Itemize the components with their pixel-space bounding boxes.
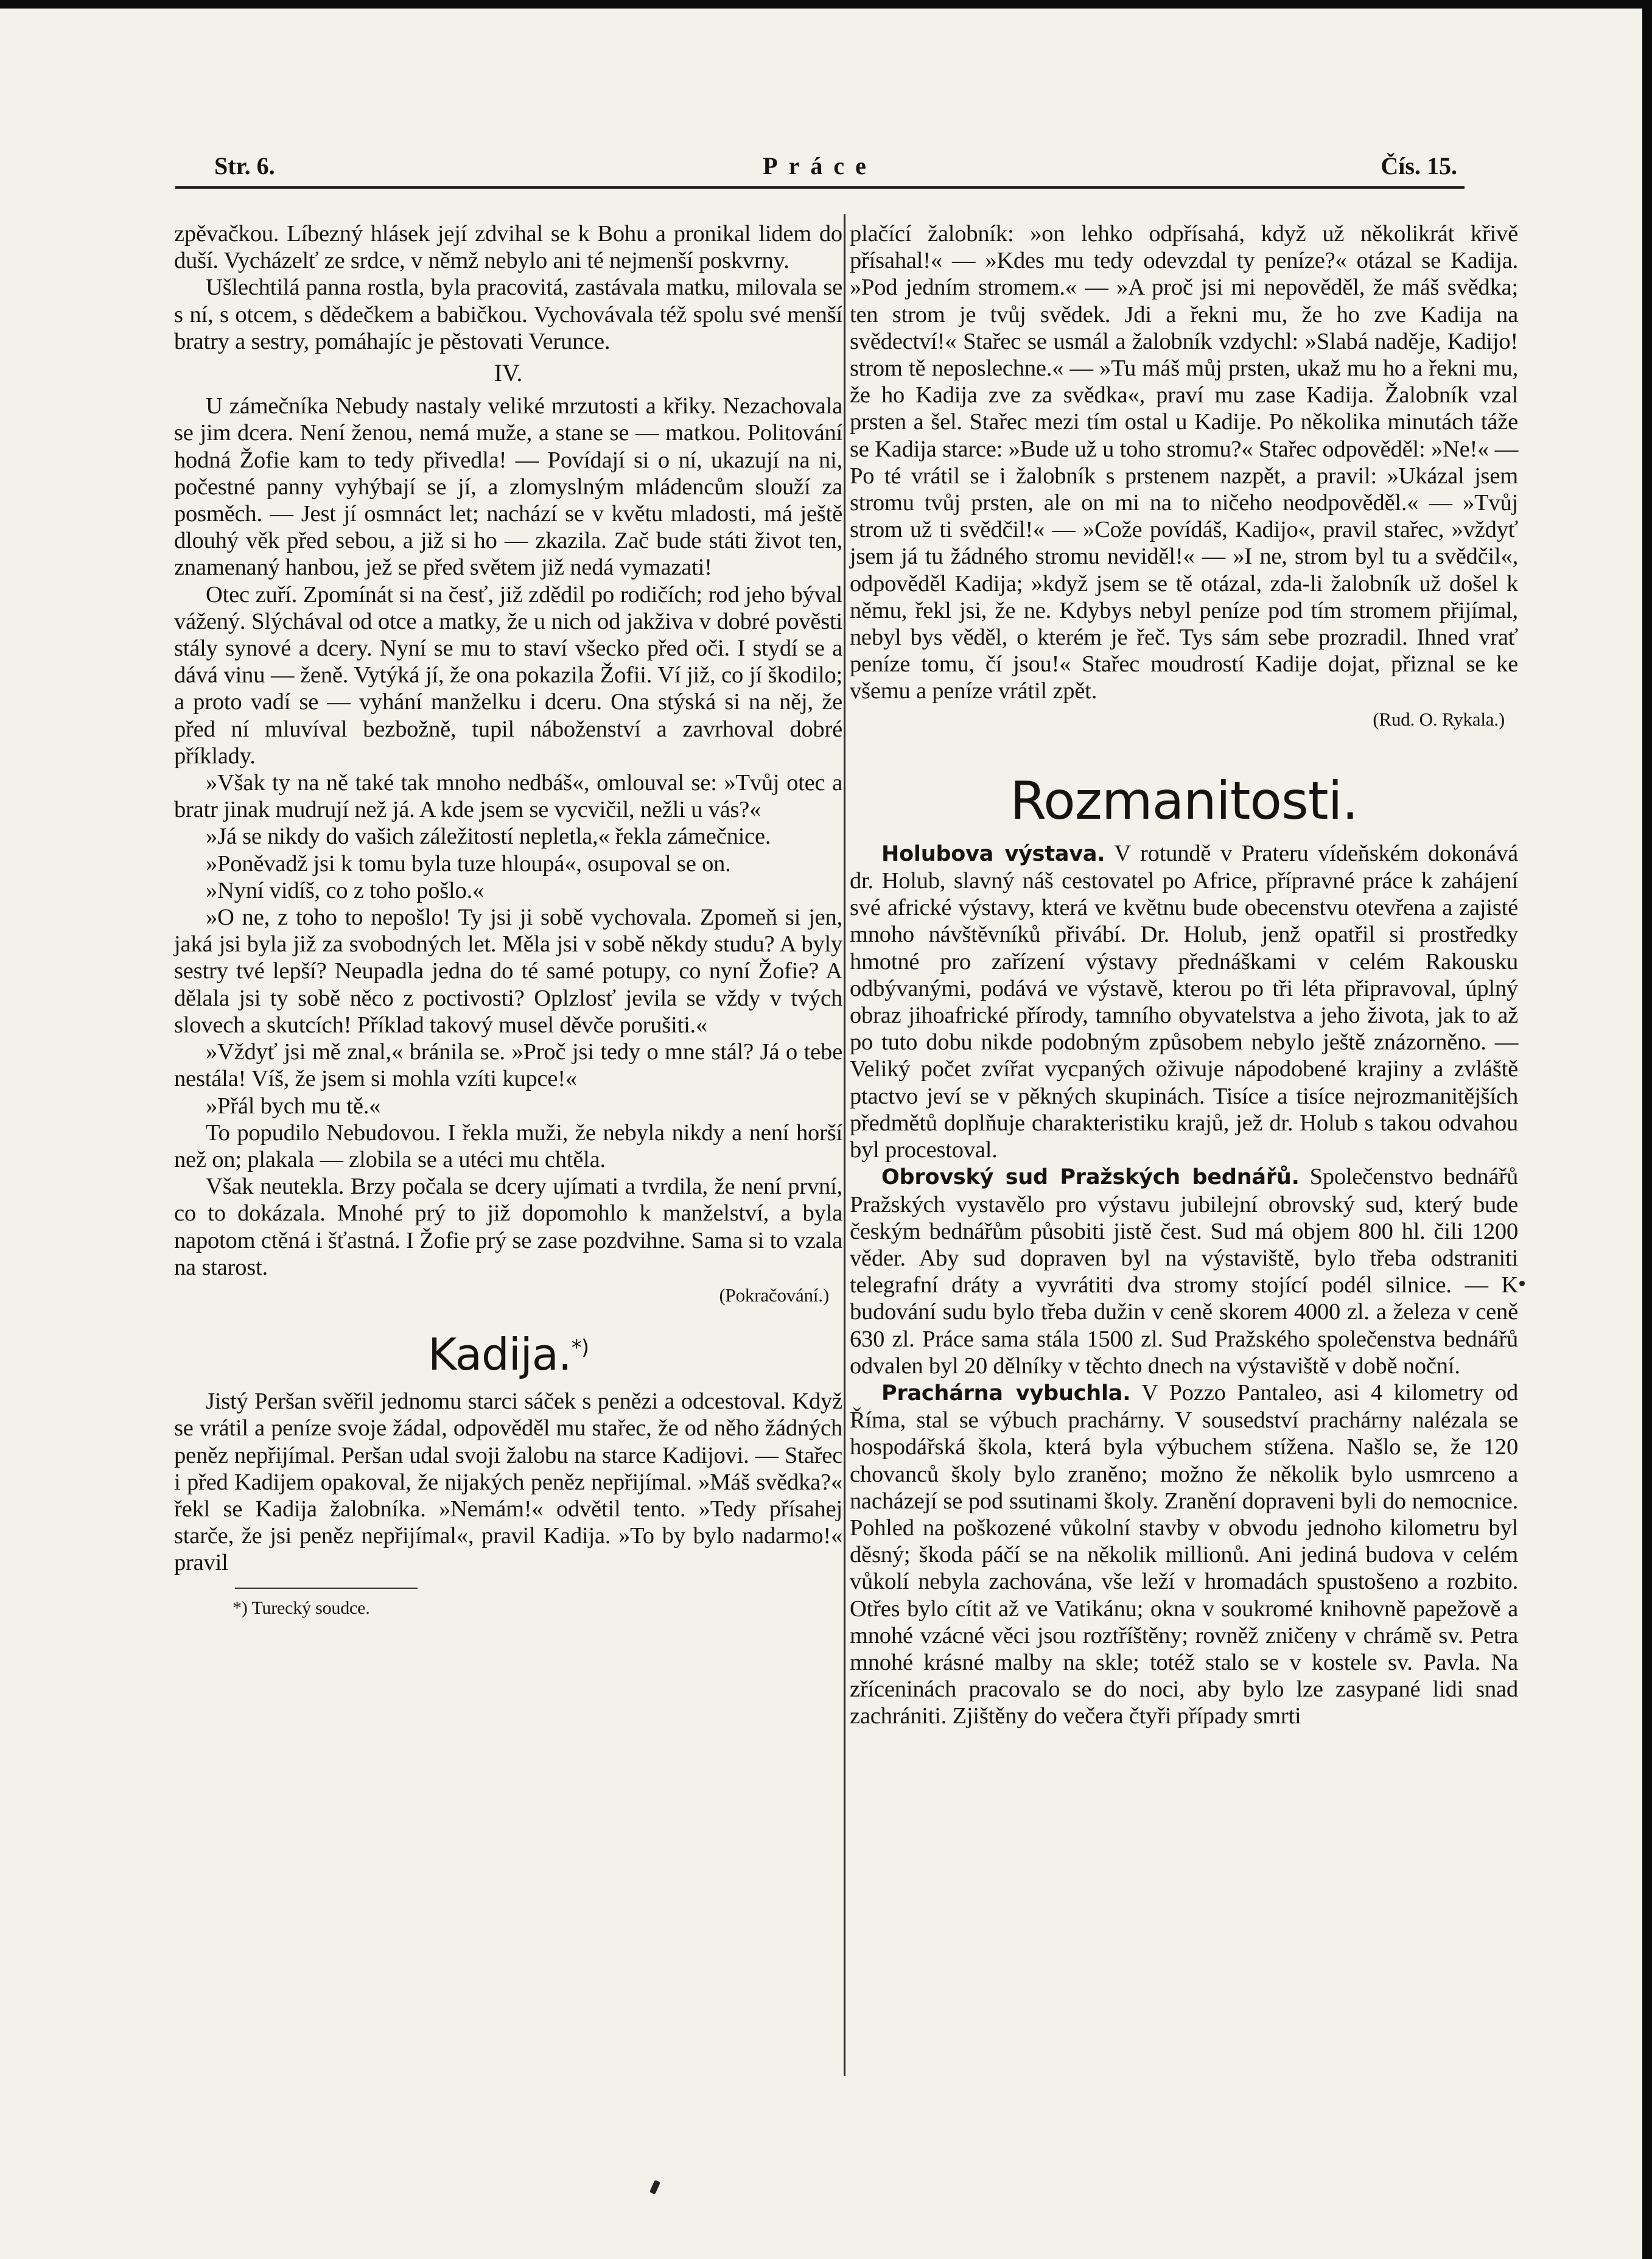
left-column bbox=[174, 220, 842, 1622]
kadija-attribution: (Rud. O. Rykala.) bbox=[1373, 708, 1505, 730]
section-number: IV. bbox=[494, 359, 523, 387]
kadija-title bbox=[174, 1321, 842, 1388]
right-column bbox=[850, 220, 1518, 1730]
header-rule bbox=[175, 186, 1465, 189]
news-item-lead: Obrovský sud Pražských bednářů. bbox=[881, 1165, 1300, 1190]
footnote-marker: *) bbox=[571, 1336, 589, 1361]
news-item-lead: Holubova výstava. bbox=[881, 841, 1105, 866]
story-paragraph: To popudilo Nebudovou. I řekla muži, že nebyla nikdy a není horší než on; plakala — zlobila se a utéci mu chtěla. bbox=[174, 1119, 842, 1172]
page-number: Str. 6. bbox=[214, 152, 275, 180]
kadija-paragraph: Jistý Peršan svěřil jednomu starci sáček s penězi a odcestoval. Když se vrátil a peníze svoje žádal, odpověděl mu stařec, že od něho žádných peněz nepřijímal. Peršan udal svoji žalobu na starce Kadijovi. — Stařec i před Kadijem opakoval, že nijakých peněz nepřijímal. »Máš svědka?« řekl se Kadija žalobníka. »Nemám!« odvětil tento. »Tedy přísahej starče, že jsi peněz nepřijímal«, pravil Kadija. »To by bylo nadarmo!« pravil bbox=[174, 1389, 842, 1576]
story-paragraph: Však neutekla. Brzy počala se dcery ujímati a tvrdila, že není první, co to dokázala. Mnohé prý to již dopomohlo k manželství, a byla napotom ctěná i šťastná. I Žofie prý se zase pozdvihne. Sama si to vzala na starost. bbox=[174, 1174, 842, 1280]
scan-border-right bbox=[1642, 0, 1652, 2259]
story-paragraph: Ušlechtilá panna rostla, byla pracovitá, zastávala matku, milovala se s ní, s otcem, s dědečkem a babičkou. Vychovávala též spolu své menší bratry a sestry, pomáhajíc je pěstovati Verunce. bbox=[174, 275, 842, 354]
story-paragraph: »Nyní vidíš, co z toho pošlo.« bbox=[206, 877, 485, 903]
story-paragraph: Otec zuří. Zpomínát si na česť, již zdědil po rodičích; rod jeho býval vážený. Slýchával od otce a matky, že u nich od jakživa v dobré pověsti stály synové a dcery. Nyní se mu to staví všecko před oči. I stydí se a dává vinu — ženě. Vytýká jí, že ona pokazila Žofii. Ví již, co jí škodilo; a proto vadí se — vyhání manželku i dceru. Ona stýská si na něj, že před ní mluvíval bezbožně, tupil náboženství a zavrhoval dobré příklady. bbox=[174, 581, 842, 769]
continuation-note: (Pokračování.) bbox=[719, 1284, 829, 1306]
news-item-text: Společenstvo bednářů Pražských vystavělo pro výstavu jubilejní obrovský sud, který bude českým bednářům působiti jistě čest. Sud má objem 800 hl. čili 1200 věder. Aby sud dopraven byl na výstaviště, bylo třeba odstraniti telegrafní dráty a vyvrátiti dva stromy stojící podél silnice. — K budování sudu bylo třeba dužin v ceně skorem 4000 zl. a železa v ceně 630 zl. Práce sama stála 1500 zl. Sud Pražského společenstva bednářů odvalen byl 20 dělníky v těchto dnech na výstaviště v době noční. bbox=[850, 1164, 1518, 1379]
column-divider bbox=[844, 214, 845, 2076]
news-item-lead: Prachárna vybuchla. bbox=[881, 1381, 1131, 1406]
kadija-paragraph-continued: plačící žalobník: »on lehko odpřísahá, když už několikrát křivě přísahal!« — »Kdes mu tedy odevzdal ty peníze?« otázal se Kadija. »Pod jedním stromem.« — »A proč jsi mi nepověděl, že máš svědka; ten strom je tvůj svědek. Jdi a řekni mu, že ho zve Kadija na svědectví!« Stařec se usmál a žalobník vzdychl: »Slabá naděje, Kadijo! strom tě neposlechne.« — »Tu máš můj prsten, ukaž mu ho a řekni mu, že ho Kadija zve za svědka«, praví mu zase Kadija. Žalobník vzal prsten a šel. Stařec mezi tím ostal u Kadije. Po několika minutách táže se Kadija starce: »Bude už u toho stromu?« Stařec odpověděl: »Ne!« — Po té vrátil se i žalobník s prstenem nazpět, a pravil: »Ukázal jsem stromu tvůj prsten, ale on mi na to ničeho neodpověděl.« — »Tvůj strom už ti svědčil!« — »Cože povídáš, Kadijo«, pravil stařec, »vždyť jsem já tu žádného stromu neviděl!« — »I ne, strom byl tu a svědčil«, odpověděl Kadija; »když jsem se tě otázal, zda-li žalobník už došel k němu, řekl jsi, že ne. Kdybys nebyl peníze pod tím stromem přijímal, nebyl bys věděl, o kterém je řeč. Tys sám sebe prozradil. Ihned vrať peníze tomu, čí jsou!« Stařec moudrostí Kadije dojat, přiznal se ke všemu a peníze vrátil zpět. bbox=[850, 221, 1518, 704]
news-item bbox=[850, 1163, 1518, 1379]
footnote: *) Turecký soudce. bbox=[233, 1597, 370, 1618]
news-item-text: V rotundě v Prateru vídeňském dokonává dr. Holub, slavný náš cestovatel po Africe, přípravné práce k zahájení své africké výstavy, která ve květnu bude obecenstvu otevřena a zajisté mnoho návštěvníků přivábí. Dr. Holub, jenž opatřil si prostředky hmotné pro zařízení výstavy přednáškami v celém Rakousku odbývanými, podává ve výstavě, kterou po tři léta připravoval, úplný obraz jihoafrické přírody, tamního obyvatelstva a jeho života, jak to až po tuto dobu nikde podobným způsobem nebylo ještě znázorněno. — Veliký počet zvířat vycpaných oživuje nápodobené krajiny a zvláště ptactvo jeví se v pěkných skupinách. Tisíce a tisíce nejrozmanitějších předmětů doplňuje charakteristiku krajů, jež dr. Holub s takou odvahou byl procestoval. bbox=[850, 840, 1519, 1163]
story-paragraph: »Vždyť jsi mě znal,« bránila se. »Proč jsi tedy o mne stál? Já o tebe nestála! Víš, že jsem si mohla vzíti kupce!« bbox=[174, 1039, 842, 1092]
story-paragraph: »O ne, z toho to nepošlo! Ty jsi ji sobě vychovala. Zpomeň si jen, jaká jsi byla již za svobodných let. Měla jsi v sobě někdy studu? A byly sestry tvé lepší? Neupadla jedna do té samé potupy, co nyní Žofie? A dělala jsi ty sobě něco z poctivosti? Oplzlosť jevila se vždy v tvých slovech a skutcích! Příklad takový musel děvče porušiti.« bbox=[174, 905, 842, 1038]
footnote-rule bbox=[235, 1588, 418, 1589]
story-paragraph: zpěvačkou. Líbezný hlásek její zdvihal se k Bohu a pronikal lidem do duší. Vycházelť ze srdce, v němž nebylo ani té nejmenší poskvrny. bbox=[174, 221, 842, 274]
issue-number: Čís. 15. bbox=[1381, 152, 1457, 180]
story-paragraph: U zámečníka Nebudy nastaly veliké mrzutosti a křiky. Nezachovala se jim dcera. Není ženou, nemá muže, a stane se — matkou. Politování hodná Žofie kam to tedy přivedla! — Povídají si o ní, ukazují na ni, počestné panny vyhýbají se jí, a zlomyslným mládencům slouží za posměch. — Jest jí osmnáct let; nachází se v květu mladosti, má ještě dlouhý věk před sebou, a již si ho — zkazila. Zač bude státi život ten, znamenaný hanbou, jež se před světem již nedá vymazati! bbox=[174, 393, 842, 581]
news-item bbox=[850, 1379, 1518, 1730]
story-paragraph: »Já se nikdy do vašich záležitostí nepletla,« řekla zámečnice. bbox=[206, 824, 771, 850]
kadija-title-text: Kadija. bbox=[427, 1329, 572, 1381]
page-header bbox=[175, 151, 1465, 187]
story-paragraph: »Však ty na ně také tak mnoho nedbáš«, omlouval se: »Tvůj otec a bratr jinak mudrují než já. A kde jsem se vycvičil, nežli u vás?« bbox=[174, 770, 842, 823]
news-item bbox=[850, 840, 1518, 1163]
scan-border-top bbox=[0, 0, 1652, 9]
newspaper-title: Práce bbox=[763, 152, 877, 180]
ink-speck bbox=[649, 2180, 660, 2194]
news-item-text: V Pozzo Pantaleo, asi 4 kilometry od Říma, stal se výbuch prachárny. V sousedství prachárny nalézala se hospodářská škola, která byla výbuchem stížena. Našlo se, že 120 chovanců školy bylo zraněno; možno že několik bylo usmrceno a nacházejí se pod ssutinami školy. Zranění dopraveni byli do nemocnice. Pohled na poškozené vůkolní stavby v obvodu jednoho kilometru byl děsný; škoda páčí se na několik millionů. Ani jediná budova v celém vůkolí nebyla zachována, vše leží v hromadách spustošeno a rozbito. Otřes bylo cítit až ve Vatikánu; okna v soukromé knihovně papežově a mnohé vzácné věci jsou roztříštěny; rovněž zničeny v chrámě sv. Petra mnohé krásné malby na skle; totéž stalo se v kostele sv. Pavla. Na zříceninách pracovalo se do noci, aby bylo lze zasypané lidi snad zachrániti. Zjištěny do večera čtyři případy smrti bbox=[850, 1379, 1518, 1729]
story-paragraph: »Poněvadž jsi k tomu byla tuze hloupá«, osupoval se on. bbox=[206, 850, 731, 877]
rozmanitosti-title: Rozmanitosti. bbox=[1010, 770, 1358, 832]
story-paragraph: »Přál bych mu tě.« bbox=[206, 1093, 381, 1119]
print-speck bbox=[1519, 1281, 1525, 1286]
